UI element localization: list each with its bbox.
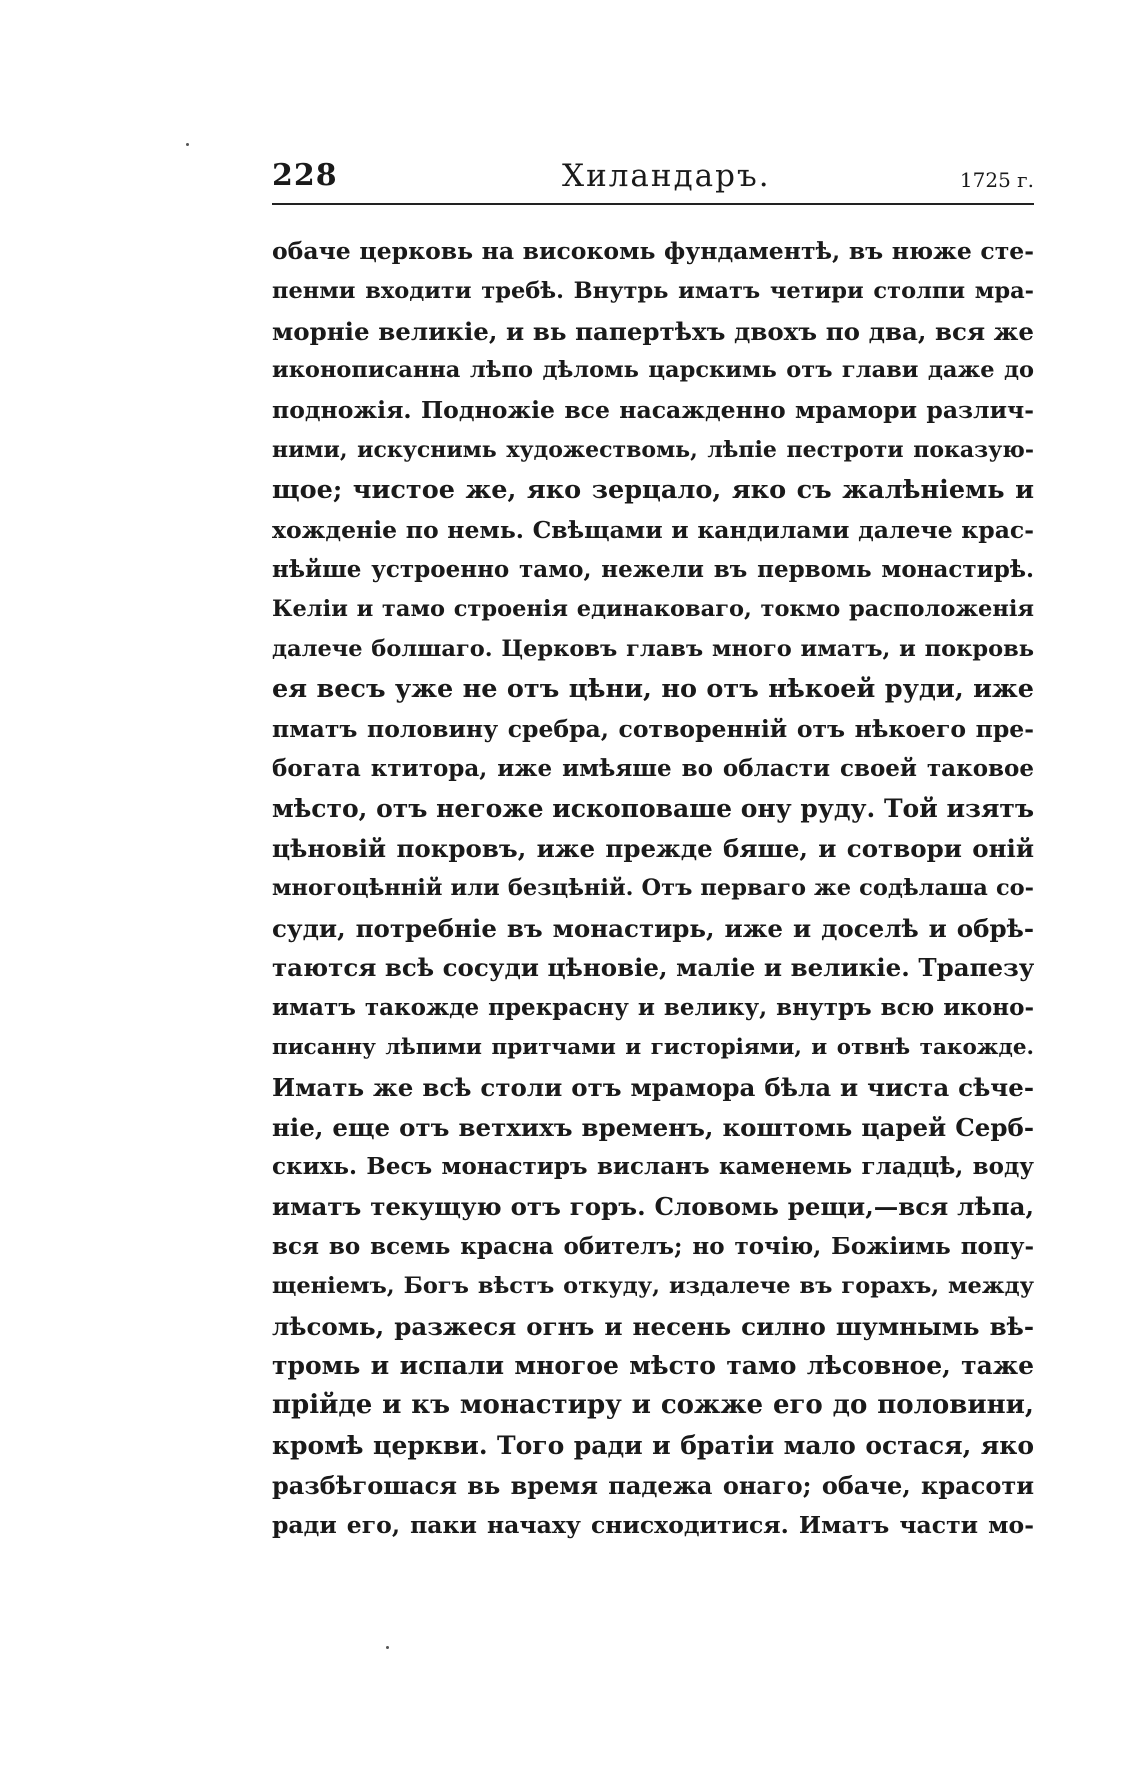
page-header xyxy=(272,158,1034,202)
text-line: хожденіе по немь. Свѣщами и кандилами далече крас- xyxy=(272,515,1034,544)
text-line: далече болшаго. Церковъ главъ много иматъ, и покровь xyxy=(272,635,1034,662)
text-line: пматъ половину сребра, сотвореннiй отъ нѣкоего пре- xyxy=(272,714,1034,743)
text-line: лѣсомь, разжеся огнъ и несень силно шумнымь вѣ- xyxy=(272,1311,1034,1341)
text-line: тромь и испали многое мѣсто тамо лѣсовное, таже xyxy=(272,1351,1034,1381)
paper-speck-top xyxy=(186,143,189,146)
text-line: Имать же всѣ столи отъ мрамора бѣла и чиста сѣче- xyxy=(272,1072,1034,1102)
text-line: вся во всемь красна обителъ; но точію, Божіимь попу- xyxy=(272,1232,1034,1260)
text-line: писанну лѣпими притчами и гисторіями, и отвнѣ такожде. xyxy=(272,1034,1034,1060)
header-year: 1725 г. xyxy=(959,168,1034,192)
text-line: нѣйше устроенно тамо, нежели въ первомь монастирѣ. xyxy=(272,556,1034,584)
text-line: многоцѣнній или безцѣній. Отъ перваго же содѣлаша со- xyxy=(272,874,1034,901)
text-line: цѣновій покровъ, иже прежде бяше, и сотвори оній xyxy=(272,833,1034,863)
text-line: иконописанна лѣпо дѣломь царскимь отъ глави даже до xyxy=(272,357,1034,384)
text-line: щеніемъ, Богъ вѣстъ откуду, издалече въ горахъ, между xyxy=(272,1272,1034,1299)
running-title: Хиландаръ. xyxy=(562,158,771,194)
text-line: пенми входити требѣ. Внутрь иматъ четири столпи мра- xyxy=(272,277,1034,304)
text-line: иматъ такожде прекрасну и велику, внутръ всю иконо- xyxy=(272,994,1034,1022)
text-line: мѣсто, отъ негоже ископоваше ону руду. Той изятъ xyxy=(272,794,1034,824)
text-line: щое; чистое же, яко зерцало, яко съ жалѣніемь и xyxy=(272,474,1034,505)
text-line: Келіи и тамо строенія единаковаго, токмо расположенія xyxy=(272,596,1034,623)
text-line: скихь. Весъ монастиръ висланъ каменемь гладцѣ, воду xyxy=(272,1153,1034,1181)
text-line: обаче церковь на високомь фундаментѣ, въ нюже сте- xyxy=(272,237,1034,265)
text-line: ніе, еще отъ ветхихъ временъ, коштомь царей Серб- xyxy=(272,1112,1034,1142)
text-line: ними, искуснимь художествомь, лѣпіе пестроти показую- xyxy=(272,436,1034,463)
text-line: прійде и къ монастиру и сожже его до половини, xyxy=(272,1390,1034,1421)
text-line: подножія. Подножіе все насажденно мрамори различ- xyxy=(272,396,1034,425)
text-line: таются всѣ сосуди цѣновіе, маліе и великіе. Трапезу xyxy=(272,953,1034,983)
header-rule xyxy=(272,203,1034,205)
page-number: 228 xyxy=(272,158,338,193)
text-line: морніе великіе, и вь папертѣхъ двохъ по два, вся же xyxy=(272,316,1034,346)
text-line: ея весъ уже не отъ цѣни, но отъ нѣкоей руди, иже xyxy=(272,673,1034,704)
text-line: иматъ текущую отъ горъ. Словомь рещи,—вся лѣпа, xyxy=(272,1192,1034,1222)
paper-speck-bottom xyxy=(386,1646,389,1649)
body-text xyxy=(272,232,1034,1545)
text-line: разбѣгошася вь время падежа онаго; обаче, красоти xyxy=(272,1470,1034,1500)
text-line: ради его, паки начаху снисходитися. Иматъ части мо- xyxy=(272,1510,1034,1539)
text-line: кромѣ церкви. Того ради и братіи мало остася, яко xyxy=(272,1430,1034,1460)
text-line: богата ктитора, иже имѣяше во области своей таковое xyxy=(272,755,1034,783)
text-line: суди, потребніе въ монастирь, иже и доселѣ и обрѣ- xyxy=(272,913,1034,943)
